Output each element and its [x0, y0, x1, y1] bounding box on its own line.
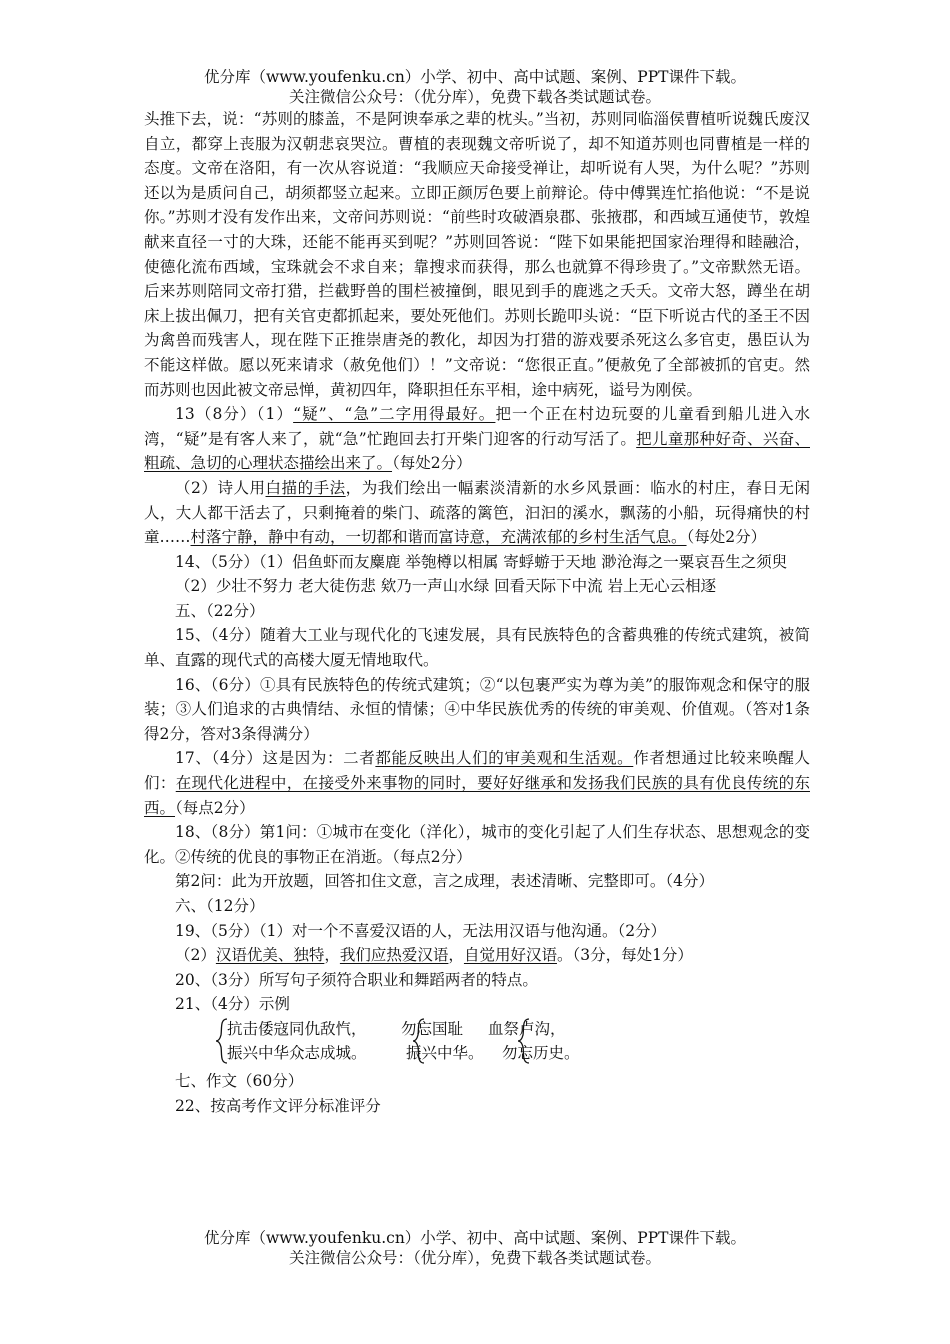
page-header	[0, 67, 950, 107]
q19-part1: 19、（5分）（1）对一个不喜爱汉语的人，无法用汉语与他沟通。（2分）	[175, 921, 667, 940]
q17-text: 作者想通过比较来唤醒人们：	[144, 749, 810, 793]
section-5-heading: 五、（22分）	[175, 601, 265, 620]
answer-body	[144, 107, 810, 1118]
q13-part1-score: （每处2分）	[392, 454, 472, 473]
q13-part2-key-1: 白描的手法	[265, 478, 346, 497]
q13-part2-label: （2）诗人用	[175, 478, 266, 497]
q17-label: 17、（4分）这是因为：二者	[175, 749, 376, 768]
q19-score: 。（3分，每处1分）	[556, 946, 693, 965]
q14-part1: 14、（5分）（1）侣鱼虾而友麋鹿 举匏樽以相属 寄蜉蝣于天地 渺沧海之一粟哀吾生之须臾	[175, 552, 788, 571]
q19-part2	[144, 943, 810, 968]
q13-part1-key-2: 把儿童那种好奇、兴奋、粗疏、急切的心理状态描绘出来了。	[144, 429, 810, 473]
q21-example-couplets	[215, 1017, 810, 1069]
q16-answer: 16、（6分）①具有民族特色的传统式建筑；②“以包裹严实为尊为美”的服饰观念和保守的服装；③人们追求的古典情结、永恒的情愫；④中华民族优秀的传统的审美观、价值观。（答对1条得2分，答对3条得满分）	[144, 675, 810, 743]
q19-part2-label: （2）	[175, 946, 216, 965]
header-line-2: 关注微信公众号：（优分库），免费下载各类试题试卷。	[288, 88, 661, 106]
example-row2-col3: 勿忘历史。	[502, 1043, 580, 1062]
page-footer	[0, 1228, 950, 1268]
q21-answer: 21、（4分）示例	[175, 995, 290, 1014]
q13-part1-key-1: “疑”、“急”二字用得最好。	[293, 405, 496, 424]
q18-part2: 第2问：此为开放题，回答扣住文意，言之成理，表述清晰、完整即可。（4分）	[175, 872, 714, 891]
q17-score: （每点2分）	[175, 798, 255, 817]
q13-part2-score: （每处2分）	[686, 528, 767, 547]
q19-comma-2: ，	[448, 946, 464, 965]
example-row1-col2: 勿忘国耻	[401, 1019, 464, 1038]
footer-line-2: 关注微信公众号：（优分库），免费下载各类试题试卷。	[288, 1249, 661, 1267]
q20-answer: 20、（3分）所写句子须符合职业和舞蹈两者的特点。	[175, 970, 538, 989]
example-row2-col1: 振兴中华众志成城。	[227, 1043, 367, 1062]
section-7-heading: 七、作文（60分）	[175, 1071, 304, 1090]
q19-key-1: 汉语优美、独特	[215, 946, 325, 965]
q19-key-3: 自觉用好汉语	[463, 946, 557, 965]
example-row1-col1: 抗击倭寇同仇敌忾，	[227, 1019, 367, 1038]
section-6-heading: 六、（12分）	[175, 897, 265, 915]
q19-key-2: 我们应热爱汉语	[339, 946, 449, 965]
q22-answer: 22、按高考作文评分标准评分	[175, 1096, 381, 1115]
header-line-1: 优分库（www.youfenku.cn）小学、初中、高中试题、案例、PPT课件下载。	[203, 68, 747, 86]
q13-part2-key-2: 村落宁静，静中有动，一切都和谐而富诗意，充满浓郁的乡村生活气息。	[190, 528, 687, 547]
q17-answer	[144, 746, 810, 820]
footer-line-1: 优分库（www.youfenku.cn）小学、初中、高中试题、案例、PPT课件下载。	[203, 1229, 747, 1247]
example-row1-col3: 血祭卢沟，	[488, 1019, 566, 1038]
q13-part1-label: 13（8分）（1）	[175, 405, 294, 424]
q19-comma-1: ，	[324, 946, 340, 965]
q18-part1: 18、（8分）第1问：①城市在变化（洋化），城市的变化引起了人们生存状态、思想观念的变化。②传统的优良的事物正在消逝。（每点2分）	[144, 823, 810, 866]
q17-key-1: 都能反映出人们的审美观和生活观。	[375, 749, 634, 768]
translation-paragraph: 头推下去，说：“苏则的膝盖，不是阿谀奉承之辈的枕头。”当初，苏则同临淄侯曹植听说魏氏废汉自立，都穿上丧服为汉朝悲哀哭泣。曹植的表现魏文帝听说了，却不知道苏则也同曹植是一样的态度。文帝在洛阳，有一次从容说道：“我顺应天命接受禅让，却听说有人哭，为什么呢？”苏则还以为是质问自己，胡须都竖立起来。立即正颜厉色要上前辩论。侍中傅巽连忙掐他说：“不是说你。”苏则才没有发作出来，文帝问苏则说：“前些时攻破酒泉郡、张掖郡，和西域互通使节，敦煌献来直径一寸的大珠，还能不能再买到呢？”苏则回答说：“陛下如果能把国家治理得和睦融洽，使德化流布西域，宝珠就会不求自来；靠搜求而获得，那么也就算不得珍贵了。”文帝默然无语。后来苏则陪同文帝打猎，拦截野兽的围栏被撞倒，眼见到手的鹿逃之夭夭。文帝大怒，蹲坐在胡床上拔出佩刀，把有关官吏都抓起来，要处死他们。苏则长跪叩头说：“臣下听说古代的圣王不因为禽兽而残害人，现在陛下正推崇唐尧的教化，却因为打猎的游戏要杀死这么多官吏，愚臣认为不能这样做。愿以死来请求（赦免他们）！”文帝说：“您很正直。”便赦免了全部被抓的官吏。然而苏则也因此被文帝忌惮，黄初四年，降职担任东平相，途中病死，谥号为刚侯。	[144, 110, 810, 399]
example-row2-col2: 振兴中华。	[406, 1043, 484, 1062]
q17-key-2: 在现代化进程中，在接受外来事物的同时，要好好继承和发扬我们民族的具有优良传统的东西。	[144, 774, 810, 817]
q14-part2: （2）少壮不努力 老大徒伤悲 欸乃一声山水绿 回看天际下中流 岩上无心云相逐	[175, 577, 717, 596]
q13-part1	[144, 402, 810, 476]
q13-part2	[144, 476, 810, 550]
q13-part2-text: ，为我们绘出一幅素淡清新的水乡风景画：临水的村庄，春日无闲人，大人都干活去了，只剩掩着的柴门、疏落的篱笆，汩汩的溪水，飘荡的小船，玩得痛快的村童……	[144, 478, 810, 547]
q15-answer: 15、（4分）随着大工业与现代化的飞速发展，具有民族特色的含蓄典雅的传统式建筑，被简单、直露的现代式的高楼大厦无情地取代。	[144, 626, 810, 670]
q13-part1-text: 把一个正在村边玩耍的儿童看到船儿进入水湾，“疑”是有客人来了，就“急”忙跑回去打开柴门迎客的行动写活了。	[144, 405, 810, 448]
